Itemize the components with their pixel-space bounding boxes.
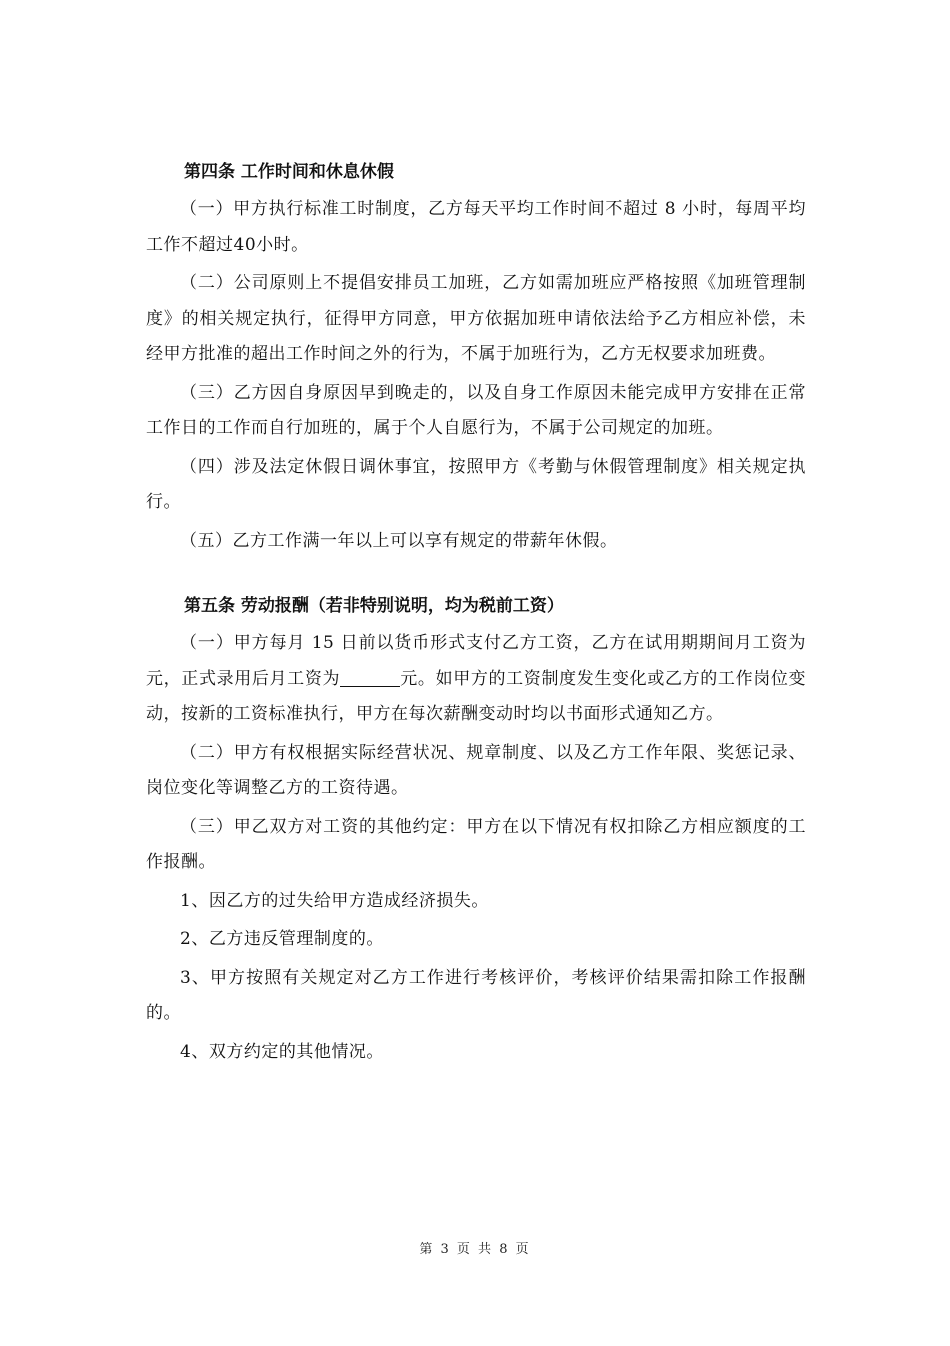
clause-1-text-after-blank: 元。如甲方的工资制度发生变化或乙方的工作岗位变动，按新的工资标准执行，甲方在每次薪酬变动时均以书面形式通知乙方。 (146, 668, 807, 724)
article-4-clause-3: （三）乙方因自身原因早到晚走的，以及自身工作原因未能完成甲方安排在正常工作日的工作而自行加班的，属于个人自愿行为，不属于公司规定的加班。 (146, 382, 806, 438)
page-number-footer: 第 3 页 共 8 页 (419, 1242, 531, 1257)
document-body (146, 155, 806, 1070)
deduction-item-3: 3、甲方按照有关规定对乙方工作进行考核评价，考核评价结果需扣除工作报酬的。 (146, 967, 806, 1023)
deduction-item-4: 4、双方约定的其他情况。 (180, 1041, 384, 1062)
article-5-clause-3: （三）甲乙双方对工资的其他约定：甲方在以下情况有权扣除乙方相应额度的工作报酬。 (146, 816, 806, 872)
article-4-clause-5: （五）乙方工作满一年以上可以享有规定的带薪年休假。 (180, 530, 618, 551)
deduction-item-2: 2、乙方违反管理制度的。 (180, 929, 384, 949)
salary-blank (340, 670, 400, 687)
article-4-clause-4: （四）涉及法定休假日调休事宜，按照甲方《考勤与休假管理制度》相关规定执行。 (146, 456, 806, 512)
clause-1-text-before-blank: （一）甲方每月 15 日前以货币形式支付乙方工资，乙方在试用期期间月工资为元，正式录用后月工资为 (146, 633, 806, 689)
article-5-clause-2: （二）甲方有权根据实际经营状况、规章制度、以及乙方工作年限、奖惩记录、岗位变化等调整乙方的工资待遇。 (146, 742, 806, 798)
article-4-clause-2: （二）公司原则上不提倡安排员工加班，乙方如需加班应严格按照《加班管理制度》的相关规定执行，征得甲方同意，甲方依据加班申请依法给予乙方相应补偿，未经甲方批准的超出工作时间之外的行为，不属于加班行为，乙方无权要求加班费。 (146, 273, 806, 364)
article-4-clause-1: （一）甲方执行标准工时制度，乙方每天平均工作时间不超过 8 小时，每周平均工作不超过40小时。 (146, 199, 806, 255)
article-5-clause-1 (146, 626, 806, 733)
article-4-heading: 第四条 工作时间和休息休假 (184, 162, 394, 182)
article-5-heading: 第五条 劳动报酬（若非特别说明，均为税前工资） (184, 596, 564, 616)
deduction-item-1: 1、因乙方的过失给甲方造成经济损失。 (180, 890, 489, 911)
